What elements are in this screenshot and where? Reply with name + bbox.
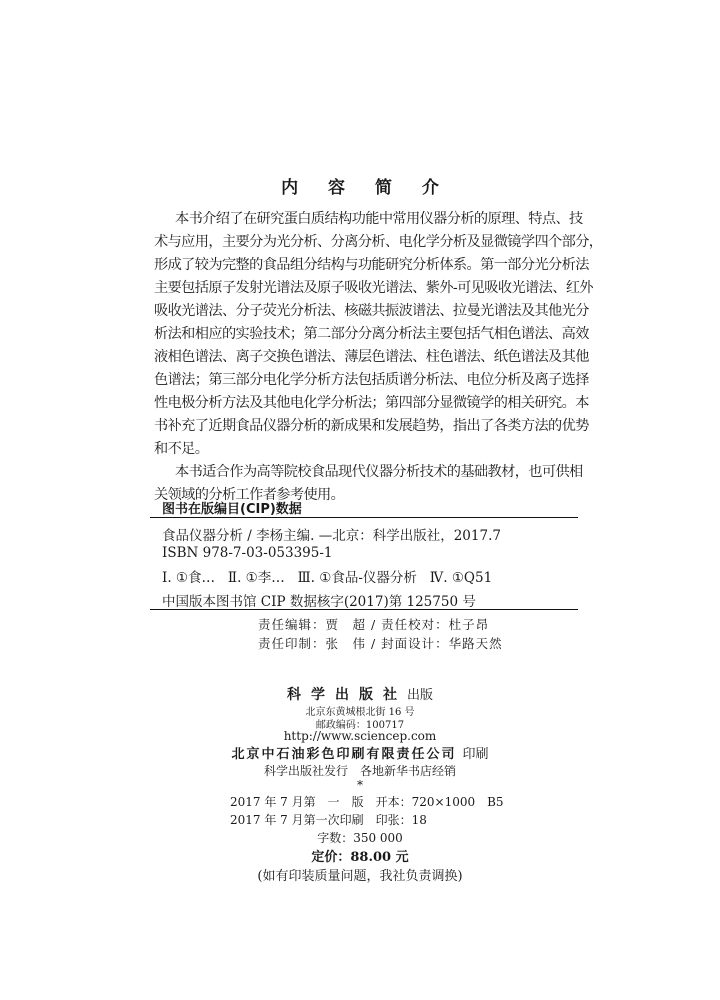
cip-heading: 图书在版编目(CIP)数据 [162,502,302,517]
summary-p1-line: 本书介绍了在研究蛋白质结构功能中常用仪器分析的原理、特点、技 [175,211,583,227]
summary-p1-line: 性电极分析方法及其他电化学分析法；第四部分显微镜学的相关研究。本 [154,395,589,411]
cip-line: 中国版本图书馆 CIP 数据核字(2017)第 125750 号 [162,594,476,610]
summary-p1-line: 吸收光谱法、分子荧光分析法、核磁共振波谱法、拉曼光谱法及其他光分 [154,303,589,319]
summary-p1-line: 术与应用，主要分为光分析、分离分析、电化学分析及显微镜学四个部分， [154,234,603,250]
summary-p2-line: 关领域的分析工作者参考使用。 [154,487,345,503]
summary-p1-line: 析法和相应的实验技术；第二部分分离分析法主要包括气相色谱法、高效 [154,326,589,342]
publisher-website: http://www.sciencep.com [283,729,437,743]
printer-suffix: 印刷 [462,747,489,762]
publisher-address: 北京东黄城根北街 16 号 [305,707,415,718]
summary-p2-line: 本书适合作为高等院校食品现代仪器分析技术的基础教材，也可供相 [175,464,583,480]
cip-bottom-rule [150,609,578,610]
credits-editor: 责任编辑：贾 超 / 责任校对：杜子昂 [258,617,490,632]
cip-top-rule [150,517,578,518]
edition-info: 2017 年 7 月第 一 版 开本：720×1000 B5 [230,795,504,809]
summary-p1-line: 色谱法；第三部分电化学分析方法包括质谱分析法、电位分析及离子选择 [154,372,589,388]
cip-line: 食品仪器分析 / 李杨主编. —北京：科学出版社，2017.7 [162,528,501,544]
word-count: 字数：350 000 [317,831,403,845]
credits-production: 责任印制：张 伟 / 封面设计：华路天然 [258,636,503,651]
return-note: (如有印装质量问题，我社负责调换) [257,869,463,884]
summary-p1-line: 主要包括原子发射光谱法及原子吸收光谱法、紫外-可见吸收光谱法、红外 [154,280,593,296]
price: 定价：88.00 元 [311,850,409,865]
printing-info: 2017 年 7 月第一次印刷 印张：18 [230,813,427,827]
publisher-line [0,684,720,704]
summary-p1-line: 形成了较为完整的食品组分结构与功能研究分析体系。第一部分光分析法 [154,257,589,273]
summary-title: 内 容 简 介 [281,178,451,198]
publisher-name: 科学出版社 [286,687,407,703]
printer-line [0,743,720,762]
summary-p1-line: 液相色谱法、离子交换色谱法、薄层色谱法、柱色谱法、纸色谱法及其他 [154,349,589,365]
printer-name: 北京中石油彩色印刷有限责任公司 [231,747,457,762]
cip-line: Ⅰ. ①食… Ⅱ. ①李… Ⅲ. ①食品-仪器分析 Ⅳ. ①Q51 [162,570,493,586]
publisher-suffix: 出版 [406,688,433,703]
summary-p1-line: 和不足。 [154,441,209,457]
cip-line: ISBN 978-7-03-053395-1 [162,545,333,561]
separator-star: * [357,778,363,792]
distribution: 科学出版社发行 各地新华书店经销 [263,764,456,778]
publisher-postcode: 邮政编码：100717 [315,720,405,731]
summary-p1-line: 书补充了近期食品仪器分析的新成果和发展趋势，指出了各类方法的优势 [154,418,589,434]
